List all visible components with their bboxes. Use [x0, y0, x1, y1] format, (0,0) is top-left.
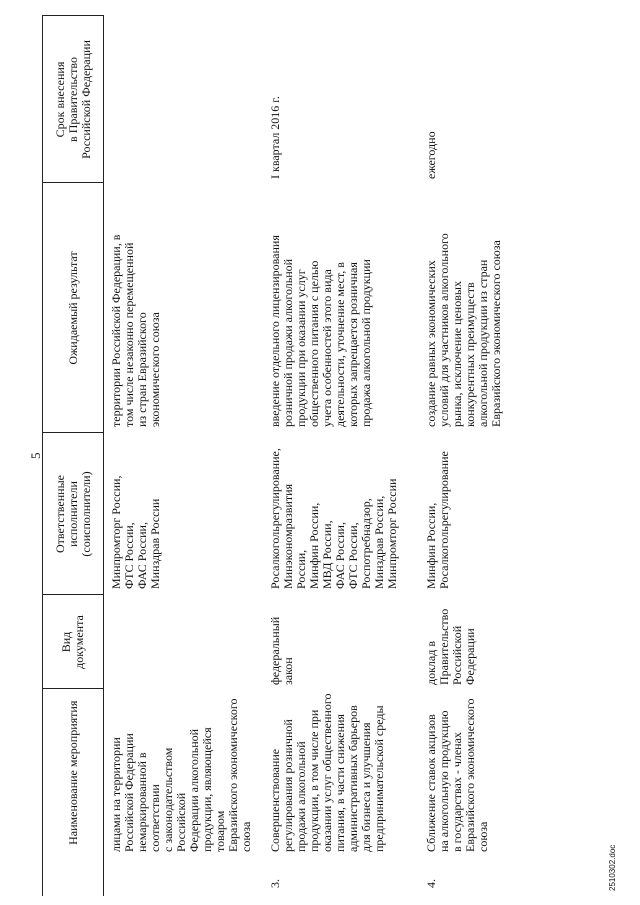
header-expected-result: Ожидаемый результат: [43, 183, 104, 433]
row-executors: Минфин России, Росалкогольрегулирование: [424, 451, 451, 589]
table-row: [419, 16, 519, 896]
row-deadline: ежегодно: [424, 131, 438, 179]
row-measure-name: Совершенствование регулирования розничной продажи алкогольной продукции, в том числе при оказании услуг общественного питания, в части снижения административных барьеров для бизнеса и улучшения предпринимательской среды: [268, 693, 386, 852]
row-measure-name: Сближение ставок акцизов на алкогольную продукцию в государствах - членах Евразийского экономического союза: [424, 698, 490, 852]
table-header-row: [43, 16, 104, 896]
row-expected-result: территории Российской Федерации, в том числе незаконно перемещенной из стран Евразийского экономического союза: [109, 234, 162, 427]
measures-table: [42, 16, 519, 897]
row-measure-name: лицами на территории Российской Федерации немаркированной в соответствии с законодательством Российской Федерации алкогольной продукции, являющейся товаром Евразийского экономического союза: [109, 698, 253, 852]
row-deadline: [104, 16, 264, 183]
row-expected-result: введение отдельного лицензирования розничной продажи алкогольной продукции при оказании услуг общественного питания с целью учета особенностей этого вида деятельности, уточнение мест, в которых запрещается розничная продажа алкогольной продукции: [268, 235, 373, 427]
row-executors: Росалкогольрегулирование, Минэкономразвития России, Минфин России, МВД России, ФАС России, ФТС России, Роспотребнадзор, Минздрав России, Минпромторг России: [268, 448, 399, 589]
row-document-type: [104, 595, 264, 689]
page-number: 5: [28, 452, 43, 459]
row-executors: Минпромторг России, ФТС России, ФАС России, Минздрав России: [109, 475, 162, 589]
header-document-type: Вид документа: [43, 595, 104, 689]
header-executors: Ответственные исполнители (соисполнители): [43, 433, 104, 595]
header-number: [43, 856, 104, 896]
header-measure-name: Наименование мероприятия: [43, 689, 104, 856]
row-number: 4.: [424, 879, 438, 888]
table-row: [104, 16, 264, 896]
row-document-type: доклад в Правительство Российской Федерации: [424, 608, 477, 685]
header-deadline: Срок внесения в Правительство Российской Федерации: [43, 16, 104, 183]
row-expected-result: создание равных экономических условий для участников алкогольного рынка, исключение ценовых конкурентных преимуществ алкогольной продукции из стран Евразийского экономического союза: [424, 233, 503, 427]
table-row: [263, 16, 419, 896]
row-document-type: федеральный закон: [268, 616, 295, 685]
row-number: [104, 856, 264, 896]
row-number: 3.: [268, 879, 282, 888]
document-code: 2510302.doc: [608, 844, 617, 891]
row-deadline: I квартал 2016 г.: [268, 96, 282, 179]
